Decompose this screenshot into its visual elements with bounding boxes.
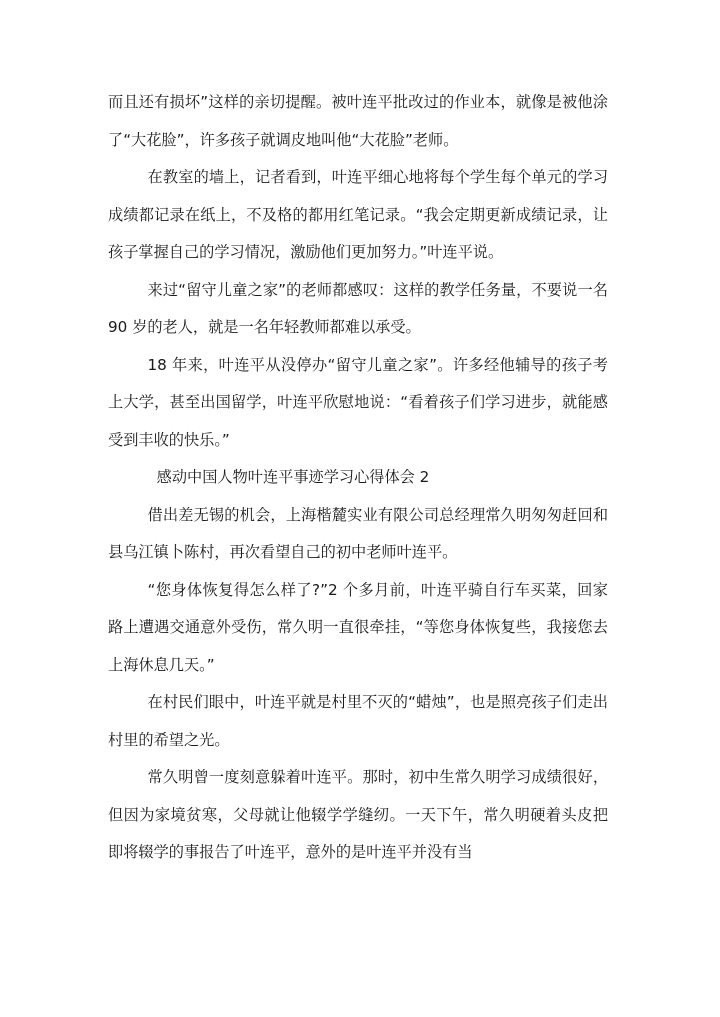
paragraph: 18 年来，叶连平从没停办“留守儿童之家”。许多经他辅导的孩子考上大学，甚至出国留学，叶连平欣慰地说：“看着孩子们学习进步，就能感受到丰收的快乐。”	[108, 355, 608, 449]
document-body	[108, 84, 608, 872]
paragraph-continuation: 而且还有损坏”这样的亲切提醒。被叶连平批改过的作业本，就像是被他涂了“大花脸”，许多孩子就调皮地叫他“大花脸”老师。	[108, 93, 608, 149]
paragraph: 在教室的墙上，记者看到，叶连平细心地将每个学生每个单元的学习成绩都记录在纸上，不及格的都用红笔记录。“我会定期更新成绩记录，让孩子掌握自己的学习情况，激励他们更加努力。”叶连平说。	[108, 168, 608, 261]
paragraph: 在村民们眼中，叶连平就是村里不灭的“蜡烛”，也是照亮孩子们走出村里的希望之光。	[108, 693, 608, 749]
paragraph: “您身体恢复得怎么样了?”2 个多月前，叶连平骑自行车买菜，回家路上遭遇交通意外受伤，常久明一直很牵挂，“等您身体恢复些，我接您去上海休息几天。”	[108, 580, 608, 674]
paragraph: 常久明曾一度刻意躲着叶连平。那时，初中生常久明学习成绩很好，但因为家境贫寒，父母就让他辍学学缝纫。一天下午，常久明硬着头皮把即将辍学的事报告了叶连平，意外的是叶连平并没有当	[108, 768, 608, 861]
paragraph: 借出差无锡的机会，上海楷麓实业有限公司总经理常久明匆匆赶回和县乌江镇卜陈村，再次看望自己的初中老师叶连平。	[108, 505, 608, 561]
paragraph: 来过“留守儿童之家”的老师都感叹：这样的教学任务量，不要说一名 90 岁的老人，就是一名年轻教师都难以承受。	[108, 280, 608, 336]
section-heading: 感动中国人物叶连平事迹学习心得体会 2	[156, 468, 430, 486]
